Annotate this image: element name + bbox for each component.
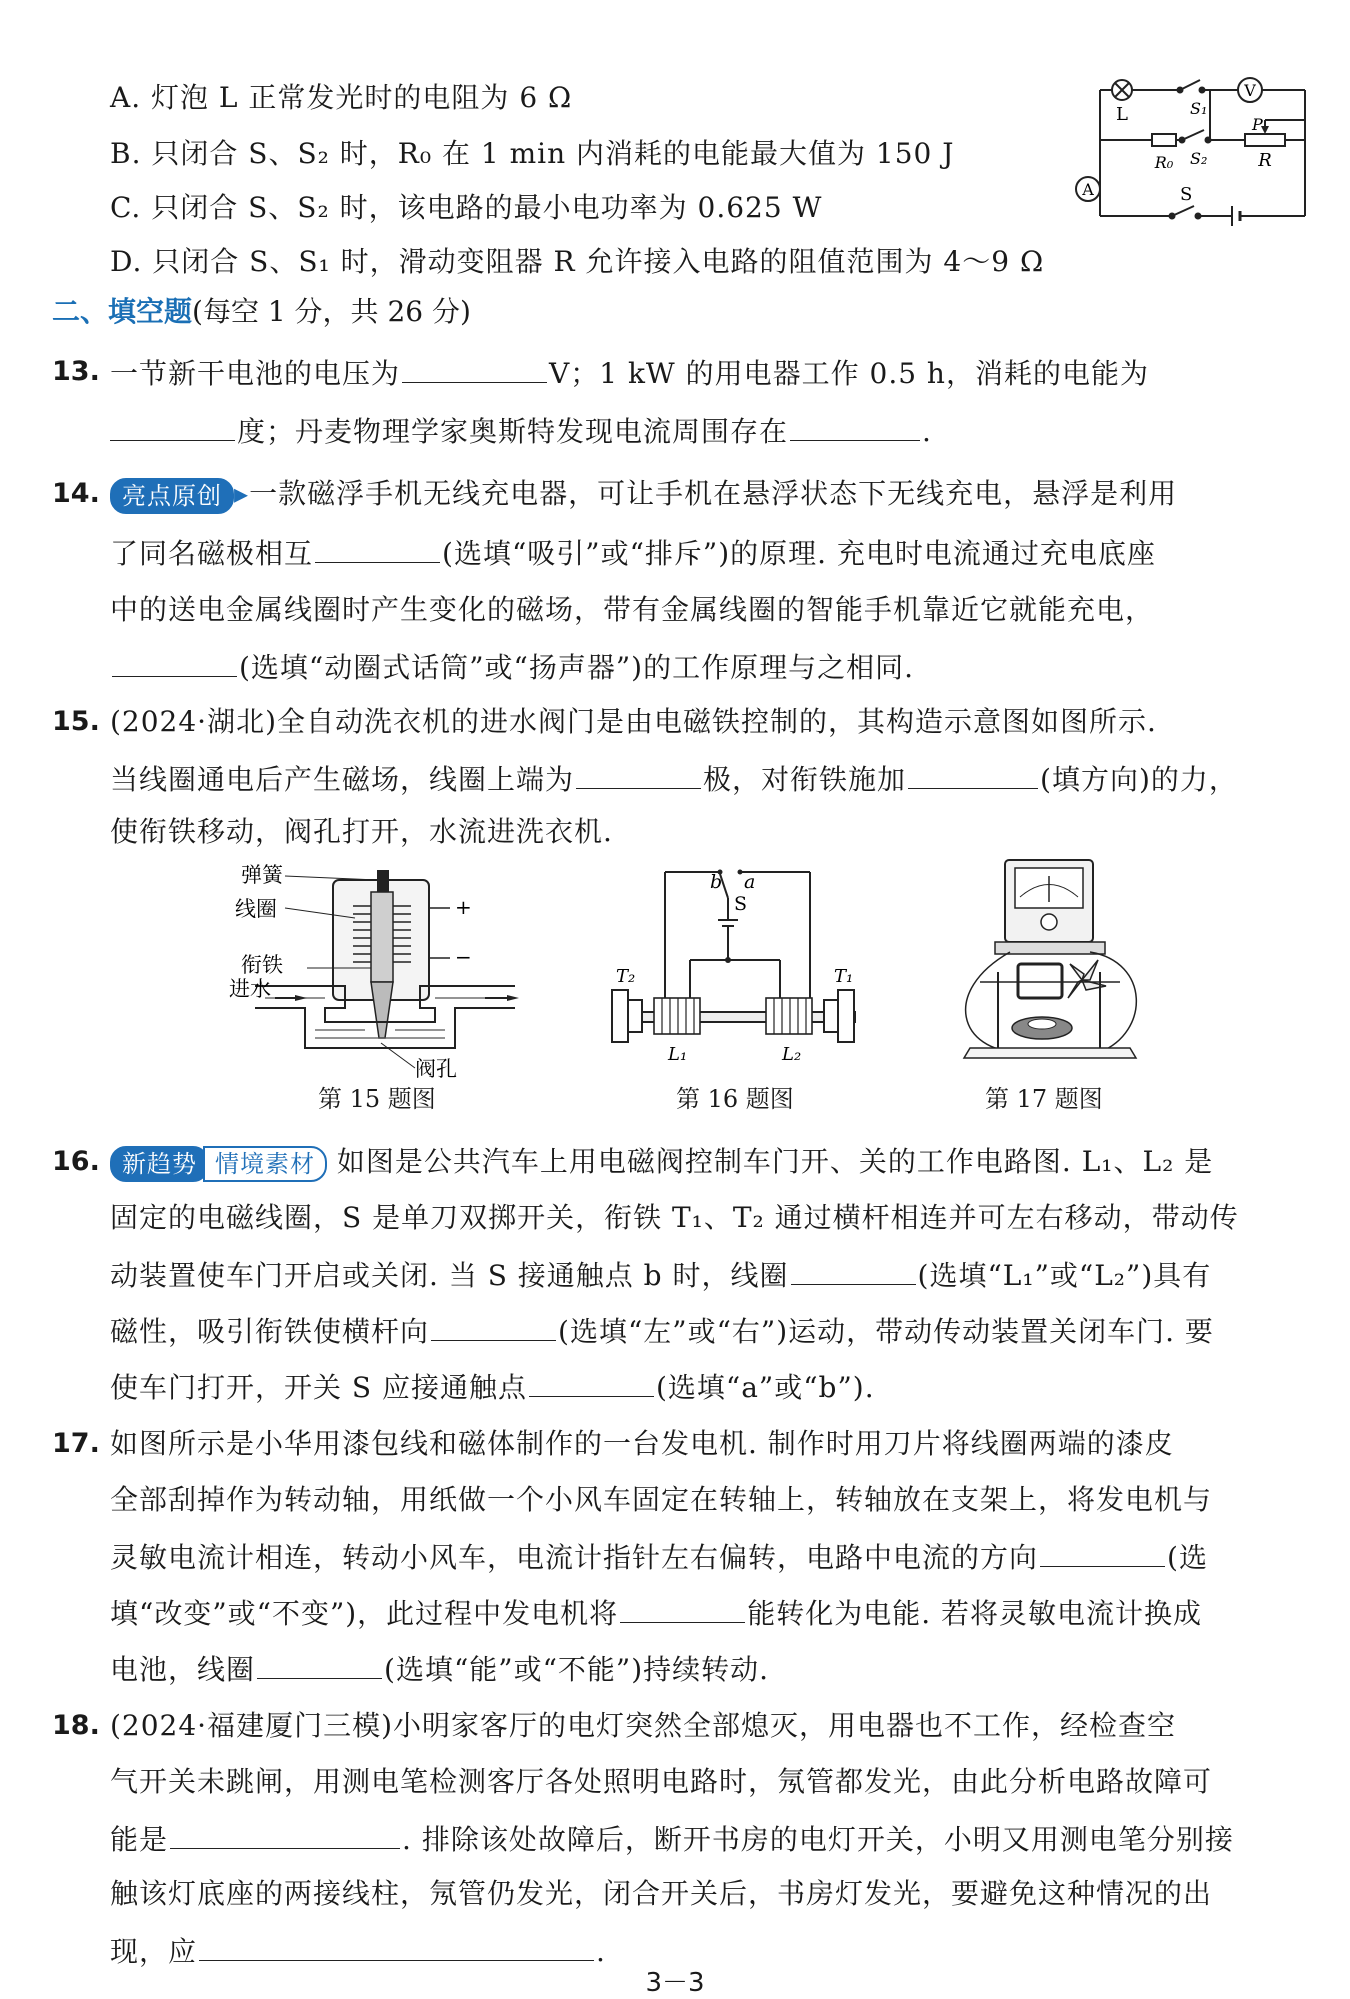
svg-text:T₂: T₂ <box>616 966 636 987</box>
svg-text:+: + <box>455 895 472 919</box>
q15-line-2: 当线圈通电后产生磁场，线圈上端为 极，对衔铁施加 (填方向)的力， <box>110 758 1238 800</box>
option-c: C. 只闭合 S、S₂ 时，该电路的最小电功率为 0.625 W <box>110 191 823 224</box>
svg-text:弹簧: 弹簧 <box>241 863 283 887</box>
blank-input[interactable] <box>1040 1536 1165 1567</box>
svg-text:A: A <box>1082 180 1094 199</box>
q16-line-2: 固定的电磁线圈，S 是单刀双掷开关，衔铁 T₁、T₂ 通过横杆相连并可左右移动，带动传 <box>110 1201 1239 1234</box>
q18-line-2: 气开关未跳闸，用测电笔检测客厅各处照明电路时，氖管都发光，由此分析电路故障可 <box>110 1765 1213 1798</box>
q17-number: 17. <box>52 1428 100 1459</box>
switch-s-icon <box>1170 206 1201 219</box>
q14-line-4: (选填“动圈式话筒”或“扬声器”)的工作原理与之相同. <box>110 646 914 688</box>
figure-17-generator <box>950 852 1150 1077</box>
q18-line-5: 现，应 . <box>110 1930 606 1972</box>
svg-text:线圈: 线圈 <box>235 897 277 921</box>
context-material-badge: 情境素材 <box>203 1146 327 1182</box>
svg-text:P: P <box>1252 115 1263 134</box>
option-b: B. 只闭合 S、S₂ 时，R₀ 在 1 min 内消耗的电能最大值为 150 J <box>110 137 955 170</box>
blank-input[interactable] <box>110 410 235 441</box>
q13-line-2: 度；丹麦物理学家奥斯特发现电流周围存在 . <box>108 410 932 452</box>
figure-16-door-circuit <box>610 860 865 1082</box>
circuit-diagram <box>1060 68 1320 228</box>
q17-line-2: 全部刮掉作为转动轴，用纸做一个小风车固定在转轴上，转轴放在支架上，将发电机与 <box>110 1483 1213 1516</box>
svg-text:R: R <box>1258 150 1272 171</box>
svg-text:L₂: L₂ <box>782 1044 802 1065</box>
section-note: (每空 1 分，共 26 分) <box>192 295 471 328</box>
section-header <box>52 292 471 332</box>
q17-line-4: 填“改变”或“不变”)，此过程中发电机将 能转化为电能. 若将灵敏电流计换成 <box>110 1592 1202 1634</box>
blank-input[interactable] <box>170 1818 400 1849</box>
blank-input[interactable] <box>529 1366 654 1397</box>
q16-line-4: 磁性，吸引衔铁使横杆向 (选填“左”或“右”)运动，带动传动装置关闭车门. 要 <box>110 1310 1214 1352</box>
q16-number: 16. <box>52 1146 100 1177</box>
q14-line-2: 了同名磁极相互 (选填“吸引”或“排斥”)的原理. 充电时电流通过充电底座 <box>110 532 1156 574</box>
svg-text:阀孔: 阀孔 <box>415 1057 457 1081</box>
svg-text:V: V <box>1244 81 1256 100</box>
q18-line-3: 能是 . 排除该处故障后，断开书房的电灯开关，小明又用测电笔分别接 <box>110 1818 1234 1860</box>
option-a: A. 灯泡 L 正常发光时的电阻为 6 Ω <box>110 81 573 114</box>
blank-input[interactable] <box>112 646 237 677</box>
resistor-r0-icon <box>1152 134 1176 146</box>
svg-text:S₂: S₂ <box>1190 149 1208 168</box>
figure-15-valve <box>229 858 535 1081</box>
blank-input[interactable] <box>791 1254 916 1285</box>
q18-line-4: 触该灯底座的两接线柱，氖管仍发光，闭合开关后，书房灯发光，要避免这种情况的出 <box>110 1877 1213 1910</box>
highlight-original-badge: 亮点原创 <box>110 478 234 514</box>
svg-text:L: L <box>1116 104 1128 125</box>
svg-text:S₁: S₁ <box>1190 99 1208 118</box>
blank-input[interactable] <box>402 352 547 383</box>
blank-input[interactable] <box>257 1648 382 1679</box>
blank-input[interactable] <box>315 532 440 563</box>
q17-line-5: 电池，线圈 (选填“能”或“不能”)持续转动. <box>110 1648 769 1690</box>
q17-line-3: 灵敏电流计相连，转动小风车，电流计指针左右偏转，电路中电流的方向 (选 <box>110 1536 1208 1578</box>
figure-15-caption: 第 15 题图 <box>318 1085 436 1113</box>
section-title: 二、填空题 <box>52 295 193 328</box>
blank-input[interactable] <box>620 1592 745 1623</box>
svg-text:b: b <box>710 871 723 893</box>
page-number: 3－3 <box>645 1968 705 1998</box>
q14-number: 14. <box>52 478 100 509</box>
svg-text:L₁: L₁ <box>668 1044 688 1065</box>
q14-line-3: 中的送电金属线圈时产生变化的磁场，带有金属线圈的智能手机靠近它就能充电， <box>110 593 1155 626</box>
q18-line-1: (2024·福建厦门三模)小明家客厅的电灯突然全部熄灭，用电器也不工作，经检查空 <box>110 1709 1177 1742</box>
svg-text:衔铁: 衔铁 <box>241 953 283 977</box>
svg-text:R₀: R₀ <box>1154 153 1174 172</box>
blank-input[interactable] <box>199 1930 594 1961</box>
svg-text:进水: 进水 <box>229 977 271 1001</box>
figure-17-caption: 第 17 题图 <box>985 1085 1103 1113</box>
q16-line-3: 动装置使车门开启或关闭. 当 S 接通触点 b 时，线圈 (选填“L₁”或“L₂”)具有 <box>110 1254 1211 1296</box>
svg-text:S: S <box>1180 184 1193 205</box>
q15-number: 15. <box>52 706 100 737</box>
q18-number: 18. <box>52 1710 100 1741</box>
svg-text:T₁: T₁ <box>834 966 854 987</box>
q16-line-1: 新趋势 情境素材 如图是公共汽车上用电磁阀控制车门开、关的工作电路图. L₁、L₂ 是 <box>110 1142 1213 1182</box>
blank-input[interactable] <box>431 1310 556 1341</box>
figure-16-caption: 第 16 题图 <box>676 1085 794 1113</box>
switch-s2-icon <box>1180 130 1211 143</box>
q17-line-1: 如图所示是小华用漆包线和磁体制作的一台发电机. 制作时用刀片将线圈两端的漆皮 <box>110 1427 1174 1460</box>
blank-input[interactable] <box>908 758 1038 789</box>
q14-line-1: 亮点原创 ▸一款磁浮手机无线充电器，可让手机在悬浮状态下无线充电，悬浮是利用 <box>110 474 1177 514</box>
q13-line-1: 一节新干电池的电压为 V；1 kW 的用电器工作 0.5 h，消耗的电能为 <box>110 352 1149 394</box>
new-trend-badge: 新趋势 <box>110 1146 209 1182</box>
switch-s1-icon <box>1178 80 1205 93</box>
q15-line-1: (2024·湖北)全自动洗衣机的进水阀门是由电磁铁控制的，其构造示意图如图所示. <box>110 705 1157 738</box>
q16-line-5: 使车门打开，开关 S 应接通触点 (选填“a”或“b”). <box>110 1366 875 1408</box>
option-d: D. 只闭合 S、S₁ 时，滑动变阻器 R 允许接入电路的阻值范围为 4～9 Ω <box>110 245 1045 278</box>
q15-line-3: 使衔铁移动，阀孔打开，水流进洗衣机. <box>110 815 613 848</box>
blank-input[interactable] <box>790 410 920 441</box>
svg-text:S: S <box>734 893 748 915</box>
svg-text:a: a <box>744 871 756 893</box>
svg-text:−: − <box>455 945 472 969</box>
rheostat-icon <box>1245 134 1285 146</box>
q13-number: 13. <box>52 356 100 387</box>
blank-input[interactable] <box>576 758 701 789</box>
